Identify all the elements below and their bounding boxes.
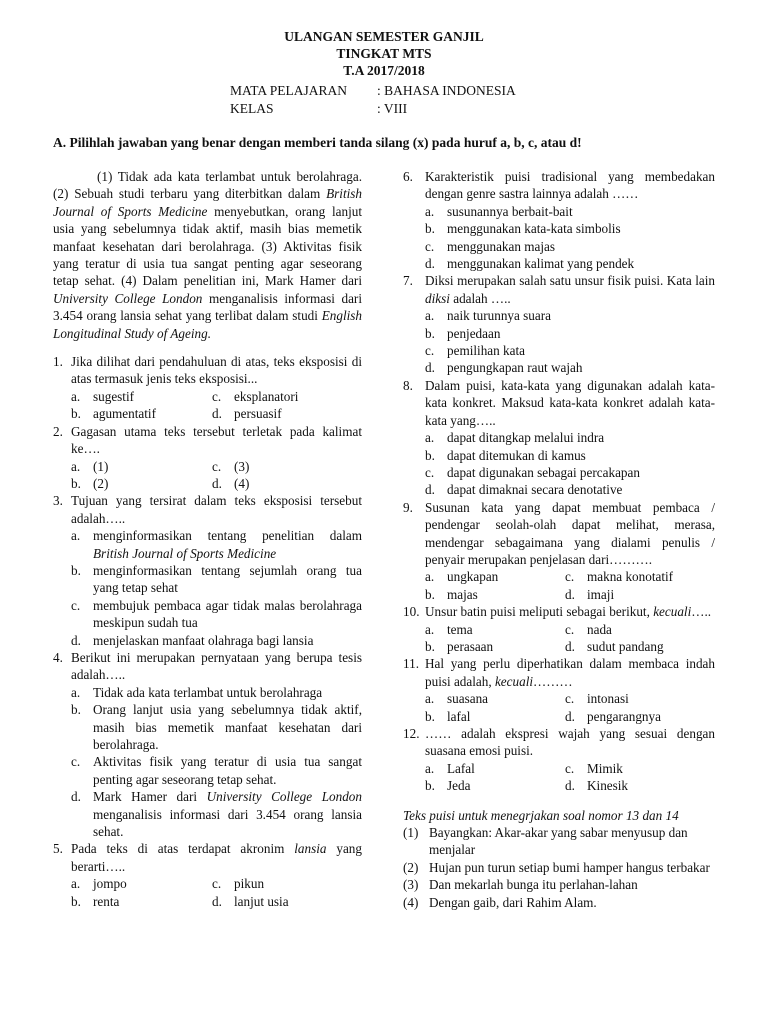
question-number: 12. — [403, 726, 420, 741]
question-10: 10. Unsur batin puisi meliputi sebagai berikut, kecuali….. a. tema c. nada b. perasaan d. sudut pandang — [403, 604, 712, 654]
question-text: Karakteristik puisi tradisional yang membedakan dengan genre sastra lainnya adalah …… — [425, 169, 715, 202]
option-a[interactable]: ungkapan — [447, 569, 499, 585]
option-d-text-2: menganalisis informasi dari 3.454 orang lansia sehat. — [93, 806, 362, 840]
option-c[interactable]: c. menggunakan majas — [425, 238, 715, 255]
option-a[interactable]: suasana — [447, 691, 489, 707]
option-d-text-1: Mark Hamer dari — [93, 789, 207, 805]
option-b[interactable]: agumentatif — [93, 406, 156, 422]
question-text-1: Pada teks di atas terdapat akronim — [71, 841, 295, 857]
question-number: 8. — [403, 377, 413, 393]
question-8 — [403, 377, 715, 499]
question-9: 9. Susunan kata yang dapat membuat pembaca / pendengar seolah-olah dapat melihat, merasa, mendengar sebagaimana yang dialami penulis / penyair merupakan penjelasan dari………. a. ungkapan c. makna konotatif b. majas d. imaji — [403, 499, 715, 602]
option-c[interactable]: eksplanatori — [234, 388, 299, 404]
option-a-journal: British Journal of Sports Medicine — [93, 545, 277, 561]
option-d-text: pengungkapan raut wajah — [447, 360, 583, 376]
question-text-1: Diksi merupakan salah satu unsur fisik puisi. Kata lain — [425, 273, 715, 289]
poem-line-3 — [403, 876, 715, 893]
poem-line-number: (1) — [403, 825, 419, 841]
option-a[interactable]: (1) — [93, 458, 109, 474]
option-d-college: University College London — [206, 789, 362, 805]
question-6 — [403, 168, 715, 272]
poem-line-text: Dan mekarlah bunga itu perlahan-lahan — [429, 877, 638, 893]
option-a[interactable]: tema — [447, 621, 473, 637]
option-a[interactable]: a. susunannya berbait-bait — [425, 203, 715, 220]
question-3 — [53, 492, 362, 649]
option-a-text: Tidak ada kata terlambat untuk berolahraga — [93, 684, 323, 700]
option-b[interactable]: (2) — [93, 475, 109, 491]
question-11: 11. Hal yang perlu diperhatikan dalam membaca indah puisi adalah, kecuali……… a. suasana c. intonasi b. lafal d. pengarangnya — [403, 656, 715, 724]
option-d[interactable]: Kinesik — [587, 778, 629, 794]
option-d[interactable]: d. menjelaskan manfaat olahraga bagi lansia — [71, 632, 362, 649]
question-text: …… adalah ekspresi wajah yang sesuai dengan suasana emosi puisi. — [425, 726, 715, 759]
option-d[interactable]: d. Mark Hamer dari University College London menganalisis informasi dari 3.454 orang lansia sehat. — [71, 789, 362, 840]
option-c-text: menggunakan majas — [447, 238, 556, 254]
option-a[interactable]: a. Tidak ada kata terlambat untuk berolahraga — [71, 684, 362, 701]
exam-level: TINGKAT MTS — [336, 46, 432, 61]
question-number: 3. — [53, 493, 63, 509]
question-text-2: ……… — [533, 673, 573, 689]
question-text: Dalam puisi, kata-kata yang digunakan adalah kata-kata konkret. Maksud kata-kata konkret adalah kata-kata yang….. — [425, 377, 715, 428]
question-7 — [403, 272, 715, 376]
subject-value: : BAHASA INDONESIA — [377, 83, 516, 98]
option-d[interactable]: (4) — [234, 475, 250, 491]
right-column — [403, 168, 715, 911]
exam-header — [0, 28, 768, 79]
option-b[interactable]: majas — [447, 586, 478, 602]
question-text: Jika dilihat dari pendahuluan di atas, teks eksposisi di atas termasuk jenis teks eksposisi... — [71, 354, 362, 387]
question-number: 5. — [53, 841, 63, 857]
option-d[interactable]: d. pengungkapan raut wajah — [425, 359, 715, 376]
subject-label: MATA PELAJARAN — [230, 83, 348, 98]
question-text-2: adalah ….. — [449, 290, 511, 306]
poem-line-4 — [403, 894, 715, 911]
option-a[interactable]: a. menginformasikan tentang penelitian dalam British Journal of Sports Medicine — [71, 528, 362, 561]
poem-line-number: (2) — [403, 859, 419, 875]
option-d-text: menggunakan kalimat yang pendek — [447, 256, 635, 272]
option-b[interactable]: b. penjedaan — [425, 325, 715, 342]
passage-text-3: menganalisis informasi dari 3.454 orang lansia sehat yang terlibat dalam studi — [53, 290, 362, 324]
option-c[interactable]: makna konotatif — [587, 569, 674, 585]
poem-line-1 — [403, 824, 715, 859]
exam-year: T.A 2017/2018 — [343, 63, 425, 78]
option-c[interactable]: nada — [587, 621, 612, 637]
question-number: 10. — [403, 604, 420, 620]
question-number: 1. — [53, 354, 63, 370]
left-column — [53, 168, 362, 910]
option-b[interactable]: b. Orang lanjut usia yang sebelumnya tidak aktif, masih bias memetik manfaat kesehatan dari berolahraga. — [71, 702, 362, 752]
option-d[interactable]: pengarangnya — [587, 708, 661, 724]
option-c[interactable]: Mimik — [587, 760, 623, 776]
question-5: 5. Pada teks di atas terdapat akronim lansia yang berarti….. a. jompo c. pikun b. renta d. lanjut usia — [53, 841, 362, 909]
question-number: 6. — [403, 169, 413, 184]
question-2: 2. Gagasan utama teks tersebut terletak pada kalimat ke…. a. (1) c. (3) b. (2) d. (4) — [53, 423, 362, 491]
option-c[interactable]: c. dapat digunakan sebagai percakapan — [425, 464, 715, 481]
question-term: kecuali — [653, 604, 692, 620]
option-b[interactable]: lafal — [447, 708, 471, 724]
class-label: KELAS — [230, 101, 274, 116]
question-text: Berikut ini merupakan pernyataan yang berupa tesis adalah….. — [71, 649, 362, 683]
option-c-text: dapat digunakan sebagai percakapan — [447, 464, 640, 480]
question-number: 11. — [403, 656, 419, 672]
passage-journal: British Journal of Sports Medicine — [53, 186, 362, 219]
option-a[interactable]: jompo — [93, 876, 127, 892]
poem-heading: Teks puisi untuk menegrjakan soal nomor 13 dan 14 — [403, 807, 679, 823]
question-4 — [53, 649, 362, 840]
option-a-text: naik turunnya suara — [447, 308, 551, 324]
question-text-2: yang berarti….. — [71, 841, 362, 874]
question-term: lansia — [294, 841, 327, 857]
option-b-text: dapat ditemukan di kamus — [447, 447, 586, 463]
question-text-1: Unsur batin puisi meliputi sebagai berikut, — [425, 604, 654, 620]
option-d-text: menjelaskan manfaat olahraga bagi lansia — [93, 632, 314, 648]
exam-meta — [230, 82, 516, 118]
question-number: 2. — [53, 423, 63, 439]
option-b[interactable]: renta — [93, 893, 120, 909]
question-text: Susunan kata yang dapat membuat pembaca / pendengar seolah-olah dapat melihat, merasa, mendengar sebagaimana yang dialami penulis / penyair merupakan penjelasan dari………. — [425, 499, 715, 567]
option-a[interactable]: Lafal — [447, 760, 475, 776]
option-a-text: dapat ditangkap melalui indra — [447, 430, 605, 446]
question-1: 1. Jika dilihat dari pendahuluan di atas, teks eksposisi di atas termasuk jenis teks eksposisi... a. sugestif c. eksplanatori b. agumentatif d. persuasif — [53, 354, 362, 422]
option-b-text: menggunakan kata-kata simbolis — [447, 221, 621, 237]
exam-title: ULANGAN SEMESTER GANJIL — [284, 29, 484, 44]
option-c-text: membujuk pembaca agar tidak malas berolahraga meskipun sudah tua — [93, 597, 362, 631]
class-value: : VIII — [377, 101, 408, 116]
question-text: Tujuan yang tersirat dalam teks eksposisi tersebut adalah….. — [71, 493, 362, 526]
option-c[interactable]: (3) — [234, 458, 250, 474]
passage-college: University College London — [53, 290, 203, 306]
poem-line-number: (4) — [403, 894, 419, 910]
option-a[interactable]: sugestif — [93, 388, 135, 404]
option-b-text: penjedaan — [447, 325, 501, 341]
question-text-2: ….. — [691, 604, 712, 620]
option-b[interactable]: Jeda — [447, 778, 471, 794]
question-text-1: Hal yang perlu diperhatikan dalam membaca indah puisi adalah, — [425, 656, 715, 689]
option-b-text: Orang lanjut usia yang sebelumnya tidak aktif, masih bias memetik manfaat kesehatan dari berolahraga. — [93, 702, 362, 752]
option-d[interactable]: lanjut usia — [234, 893, 289, 909]
question-term: diksi — [425, 290, 450, 306]
poem-line-text: Bayangkan: Akar-akar yang sabar menyusup dan menjalar — [429, 825, 688, 858]
option-b[interactable]: b. menggunakan kata-kata simbolis — [425, 220, 715, 237]
option-c[interactable]: pikun — [234, 876, 265, 892]
option-c-text: Aktivitas fisik yang teratur di usia tua sangat penting agar seseorang tetap sehat. — [93, 754, 362, 787]
option-c[interactable]: c. membujuk pembaca agar tidak malas berolahraga meskipun sudah tua — [71, 597, 362, 631]
option-a-text: susunannya berbait-bait — [447, 203, 573, 219]
option-b[interactable]: b. dapat ditemukan di kamus — [425, 447, 715, 464]
option-d-text: dapat dimaknai secara denotative — [447, 482, 623, 498]
question-number: 7. — [403, 273, 413, 289]
option-d[interactable]: imaji — [587, 586, 615, 602]
option-a[interactable]: a. dapat ditangkap melalui indra — [425, 429, 715, 446]
poem-line-text: Dengan gaib, dari Rahim Alam. — [429, 894, 597, 910]
option-d[interactable]: sudut pandang — [587, 638, 664, 654]
poem-line-2 — [403, 859, 715, 876]
poem-line-text: Hujan pun turun setiap bumi hamper hangus terbakar — [429, 859, 710, 875]
option-d[interactable]: d. menggunakan kalimat yang pendek — [425, 255, 715, 272]
passage-text-1: (1) Tidak ada kata terlambat untuk berolahraga. (2) Sebuah studi terbaru yang diterbitkan dalam — [53, 169, 362, 202]
passage-text-2: menyebutkan, orang lanjut usia yang sebelumnya tidak aktif, masih bias memetik manfaat kesehatan dari berolahraga. (3) Aktivitas fisik yang teratur di usia tua sangat penting agar seseorang tetap sehat. (4) Dalam penelitian ini, Mark Hamer dari — [53, 203, 362, 289]
option-b[interactable]: perasaan — [447, 638, 494, 654]
option-a-text: menginformasikan tentang penelitian dalam — [93, 528, 362, 544]
option-d[interactable]: d. dapat dimaknai secara denotative — [425, 481, 715, 498]
option-c-text: pemilihan kata — [447, 343, 525, 359]
option-b-text: menginformasikan tentang sejumlah orang tua yang tetap sehat — [93, 562, 362, 596]
question-text: Gagasan utama teks tersebut terletak pada kalimat ke…. — [71, 423, 362, 457]
question-12: 12. …… adalah ekspresi wajah yang sesuai dengan suasana emosi puisi. a. Lafal c. Mimik b. Jeda d. Kinesik — [403, 726, 715, 794]
option-a[interactable]: a. naik turunnya suara — [425, 307, 715, 324]
option-d[interactable]: persuasif — [234, 406, 282, 422]
passage-study: English Longitudinal Study of Ageing. — [53, 308, 362, 341]
question-term: kecuali — [494, 673, 534, 689]
option-b[interactable]: b. menginformasikan tentang sejumlah orang tua yang tetap sehat — [71, 562, 362, 596]
option-c[interactable]: intonasi — [587, 691, 629, 707]
reading-passage — [53, 168, 362, 342]
question-number: 4. — [53, 649, 63, 665]
instruction: A. Pilihlah jawaban yang benar dengan memberi tanda silang (x) pada huruf a, b, c, atau d! — [53, 135, 582, 150]
option-c[interactable]: c. pemilihan kata — [425, 342, 715, 359]
poem-line-number: (3) — [403, 877, 419, 893]
option-c[interactable]: c. Aktivitas fisik yang teratur di usia tua sangat penting agar seseorang tetap sehat. — [71, 754, 362, 787]
question-number: 9. — [403, 499, 413, 515]
